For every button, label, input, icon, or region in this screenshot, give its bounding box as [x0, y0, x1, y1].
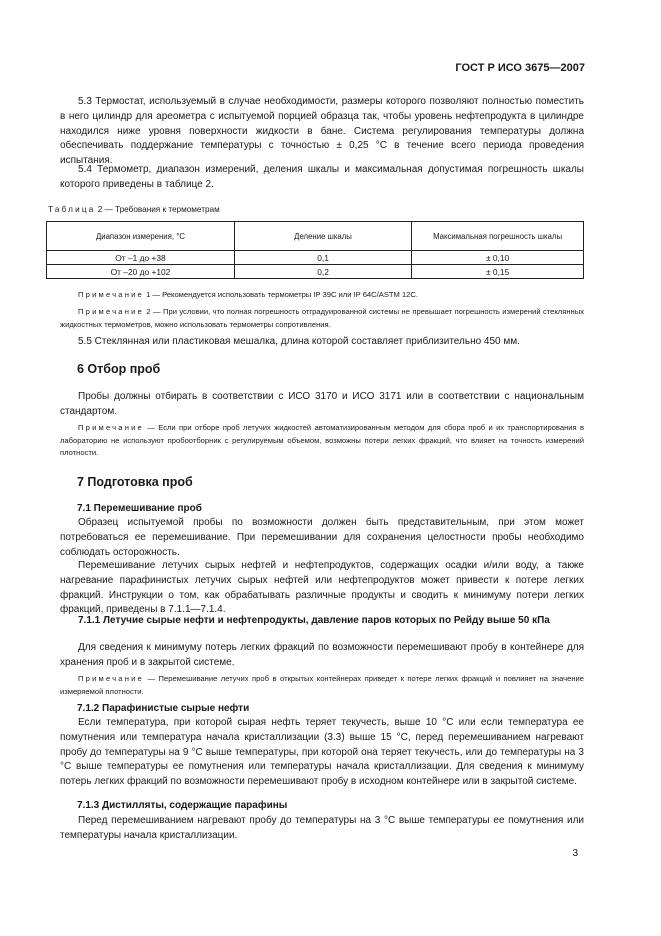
note-3: [60, 422, 584, 460]
table-header-cell: Диапазон измерения, °С: [47, 222, 235, 251]
table-header-row: [47, 222, 584, 251]
paragraph-7-1-1: Для сведения к минимуму потерь легких фракций по возможности перемешивают пробу в контейнере для хранения проб и в закрытой системе.: [60, 642, 584, 668]
subsection-heading-7-1-1: 7.1.1 Летучие сырые нефти и нефтепродукты, давление паров которых по Рейду выше 50 кПа: [78, 615, 550, 626]
paragraph-6: Пробы должны отбирать в соответствии с ИСО 3170 и ИСО 3171 или в соответствии с национальным стандартом.: [60, 391, 584, 417]
note-4: [60, 673, 584, 698]
table-cell: От –1 до +38: [47, 251, 235, 265]
note-text: — Перемешивание летучих проб в открытых контейнерах приведет к потере легких фракций и повлияет на значение измеряемой плотности.: [60, 674, 584, 696]
table-header-cell: Деление шкалы: [234, 222, 411, 251]
note-label: Примечание: [78, 423, 144, 432]
note-text: 2 — При условии, что полная погрешность отградуированной системы не превышает погрешность измерений стеклянных жидкостных термометров, можно использовать термометры сопротивления.: [60, 307, 584, 329]
note-label: Примечание: [78, 307, 144, 316]
table-row: [47, 251, 584, 265]
section-heading-6: 6 Отбор проб: [77, 362, 161, 376]
table-header-cell: Максимальная погрешность шкалы: [412, 222, 584, 251]
note-label: Примечание: [78, 674, 144, 683]
paragraph-7-1-a: Образец испытуемой пробы по возможности должен быть представительным, при этом может потребоваться ее перемешивание. При перемешивании для сохранения целостности пробы необходимо соблюдать осторожность.: [60, 517, 584, 558]
note-label: Примечание: [78, 290, 144, 299]
subsection-heading-7-1-2: 7.1.2 Парафинистые сырые нефти: [77, 703, 250, 714]
table-title-label: Таблица: [48, 205, 96, 214]
subsection-heading-7-1: 7.1 Перемешивание проб: [77, 503, 202, 514]
paragraph-7-1-2: Если температура, при которой сырая нефть теряет текучесть, выше 10 °С или если температура ее помутнения или температура начала кристаллизации (3.3) выше 15 °С, перед перемешиванием нагревают пробу до температуры на 9 °С выше температуры, при которой она теряет текучесть, или до температуры на 3 °С выше температуры ее помутнения или температуры начала кристаллизации. Для сведения к минимуму потерь легких фракций по возможности перемешивают пробу в исходном контейнере или в закрытой системе.: [60, 717, 584, 788]
table-cell: От –20 до +102: [47, 265, 235, 279]
note-1: [60, 289, 584, 302]
paragraph-7-1-b: Перемешивание летучих сырых нефтей и нефтепродуктов, содержащих осадки и/или воду, а также нагревание парафинистых летучих сырых нефтей или нефтепродуктов может привести к потере легких фракций. Инструкции о том, как обрабатывать различные продукты и сводить к минимуму потери легких фракций, приведены в 7.1.1—7.1.4.: [60, 560, 584, 616]
paragraph-5-5: 5.5 Стеклянная или пластиковая мешалка, длина которой составляет приблизительно 450 мм.: [78, 336, 520, 347]
thermometer-requirements-table: [46, 221, 584, 279]
table-row: [47, 265, 584, 279]
table-cell: 0,1: [234, 251, 411, 265]
section-heading-7: 7 Подготовка проб: [77, 475, 193, 489]
table-title-text: 2 — Требования к термометрам: [95, 205, 220, 214]
subsection-heading-7-1-3: 7.1.3 Дистилляты, содержащие парафины: [77, 800, 288, 811]
table-title: [48, 205, 220, 214]
page-number: 3: [572, 848, 578, 859]
table-cell: 0,2: [234, 265, 411, 279]
note-text: 1 — Рекомендуется использовать термометры IP 39C или IP 64C/ASTM 12C.: [143, 290, 418, 299]
document-header: ГОСТ Р ИСО 3675—2007: [455, 62, 585, 74]
note-text: — Если при отборе проб летучих жидкостей автоматизированным методом для сбора проб и их транспортирования в лабораторию не используют пробоотборник с регулируемым объемом, возможны потери легких фракций, что влияет на точность измерений плотности.: [60, 423, 584, 458]
paragraph-7-1-3: Перед перемешиванием нагревают пробу до температуры на 3 °С выше температуры ее помутнения или температуры начала кристаллизации.: [60, 815, 584, 841]
paragraph-5-4: 5.4 Термометр, диапазон измерений, деления шкалы и максимальная допустимая погрешность шкалы которого приведены в таблице 2.: [60, 164, 584, 190]
note-2: [60, 306, 584, 331]
table-cell: ± 0,10: [412, 251, 584, 265]
table-cell: ± 0,15: [412, 265, 584, 279]
paragraph-5-3: 5.3 Термостат, используемый в случае необходимости, размеры которого позволяют полностью поместить в него цилиндр для ареометра с испытуемой порцией образца так, чтобы уровень нефтепродукта в цилиндре находился ниже уровня поверхности жидкости в бане. Система регулирования температуры должна обеспечивать поддержание температуры с точностью ± 0,25 °С в течение всего периода проведения испытания.: [60, 96, 584, 167]
